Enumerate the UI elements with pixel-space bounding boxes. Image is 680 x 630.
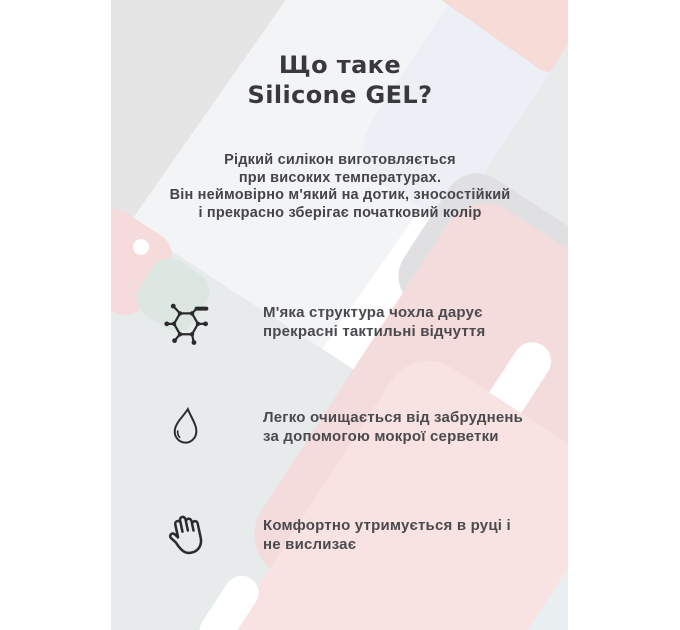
feature-text	[263, 303, 485, 341]
camera-hole-dot	[133, 239, 149, 255]
feature-text	[263, 408, 523, 446]
molecule-icon	[150, 297, 222, 347]
feature-row-comfort-grip	[150, 505, 550, 565]
feature-line: за допомогою мокрої серветки	[263, 428, 499, 445]
intro-paragraph	[0, 152, 680, 222]
droplet-icon	[150, 405, 222, 449]
feature-row-easy-clean	[150, 397, 550, 457]
feature-line: Комфортно утримується в руці і	[263, 517, 511, 534]
feature-text	[263, 516, 511, 554]
intro-line: при високих температурах.	[238, 169, 442, 186]
intro-line: і прекрасно зберігає початковий колір	[198, 204, 482, 221]
hand-icon	[150, 512, 222, 558]
feature-line: прекрасні тактильні відчуття	[263, 323, 486, 340]
feature-line: М'яка структура чохла дарує	[263, 304, 483, 321]
intro-line: Він неймовірно м'який на дотик, зносостійкий	[169, 187, 511, 204]
feature-line: не вислизає	[263, 536, 357, 553]
title-line-1: Що таке	[278, 51, 402, 79]
page-title	[0, 50, 680, 110]
feature-row-soft-structure	[150, 292, 550, 352]
feature-line: Легко очищається від забруднень	[263, 409, 524, 426]
title-line-2: Silicone GEL?	[247, 81, 433, 109]
intro-line: Рідкий силікон виготовляється	[224, 152, 456, 168]
